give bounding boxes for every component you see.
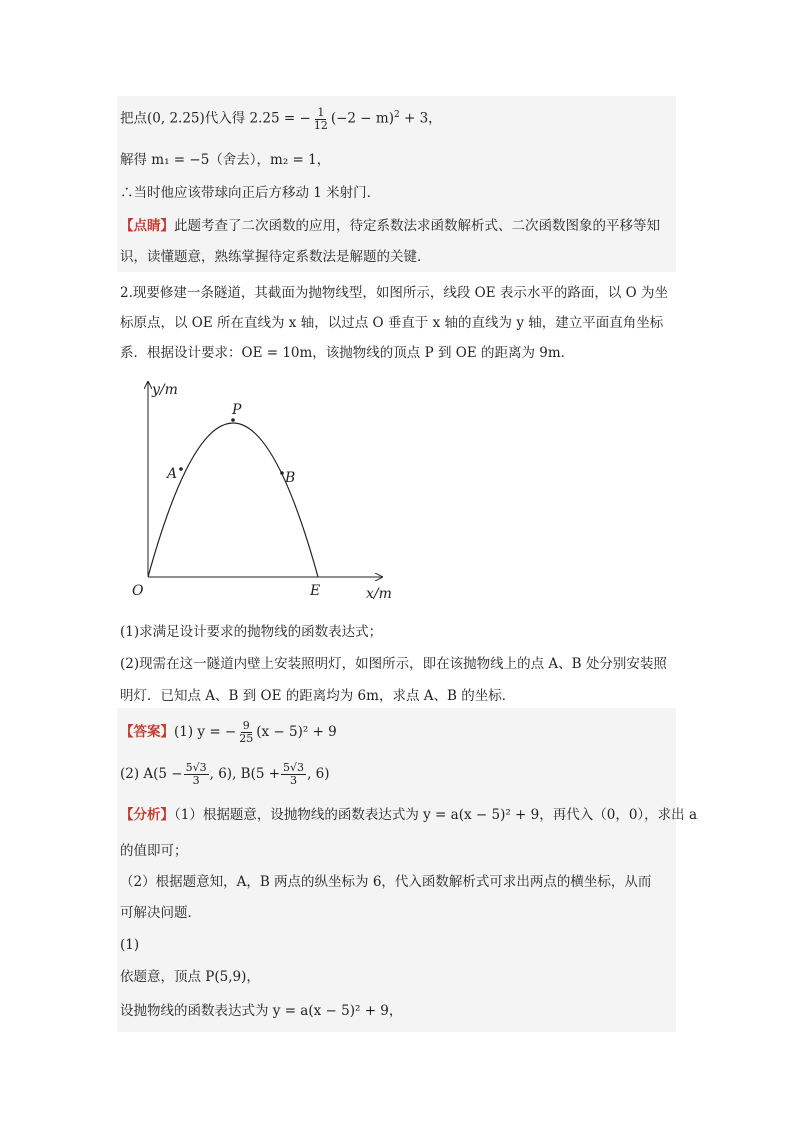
x-axis-label: x/m — [366, 586, 392, 602]
sub-question-1: (1)求满足设计要求的抛物线的函数表达式； — [120, 624, 383, 640]
sub-question-2-line-2: 明灯．已知点 A、B 到 OE 的距离均为 6m，求点 A、B 的坐标． — [120, 688, 516, 704]
analysis-line-3: （2）根据题意知，A，B 两点的纵坐标为 6，代入函数解析式可求出两点的横坐标，从而 — [120, 874, 652, 890]
fraction-5sqrt3-3-b: $\frac{5√3}{3}$ — [283, 761, 305, 787]
fraction-5sqrt3-3-a: $\frac{5√3}{3}$ — [185, 761, 207, 787]
comment-tag: 【点睛】 — [120, 218, 174, 234]
solution-line-solve: 解得 m₁ = −5（舍去），m₂ = 1， — [120, 152, 331, 168]
analysis-line-4: 可解决问题． — [120, 905, 201, 921]
point-b-label: B — [285, 470, 296, 486]
fraction-9-25: $\frac{9}{25}$ — [239, 719, 254, 745]
comment-line-2: 识，读懂题意，熟练掌握待定系数法是解题的关键． — [120, 249, 431, 265]
comment-line-1: 【点睛】此题考查了二次函数的应用，待定系数法求函数解析式、二次函数图象的平移等知 — [120, 218, 660, 234]
question-2-line-2: 标原点，以 OE 所在直线为 x 轴，以过点 O 垂直于 x 轴的直线为 y 轴，建立平面直角坐标 — [120, 315, 664, 331]
solution-part-1-label: (1) — [120, 937, 140, 953]
parabola-curve — [148, 423, 318, 577]
vertex-p-label: P — [232, 402, 242, 418]
solution-expression-line: 设抛物线的函数表达式为 y = a(x − 5)² + 9， — [120, 1003, 403, 1019]
fraction-1-12: $\frac{1}{12}$ — [313, 105, 328, 132]
point-p-dot — [231, 418, 235, 422]
solution-vertex-line: 依题意，顶点 P(5,9)， — [120, 969, 260, 985]
answer-line-1: 【答案】(1) y = − $\frac{9}{25}$ (x − 5)² + 9 — [120, 719, 337, 745]
analysis-line-1: 【分析】（1）根据题意，设抛物线的函数表达式为 y = a(x − 5)² + 9，再代入（0，0），求出 a — [120, 807, 697, 823]
origin-label: O — [132, 583, 144, 599]
sub-question-2-line-1: (2)现需在这一隧道内壁上安装照明灯，如图所示，即在该抛物线上的点 A、B 处分别安装照 — [120, 656, 667, 672]
point-e-label: E — [310, 583, 321, 599]
solution-line-substitute: 把点(0, 2.25)代入得 2.25 = − $\frac{1}{12}$ $(-2 - m)^2 + 3$， — [120, 105, 442, 132]
point-a-label: A — [167, 466, 178, 482]
point-b-dot — [280, 471, 284, 475]
analysis-tag: 【分析】 — [120, 807, 174, 823]
answer-line-2: (2) A(5 − $\frac{5√3}{3}$ , 6), B(5 + $\frac{5√3}{3}$ , 6) — [120, 761, 330, 787]
question-2-line-1: 2.现要修建一条隧道，其截面为抛物线型，如图所示，线段 OE 表示水平的路面，以 O 为坐 — [120, 285, 669, 301]
solution-line-conclusion: ∴当时他应该带球向正后方移动 1 米射门． — [120, 185, 381, 201]
parabola-figure — [120, 372, 410, 612]
answer-tag: 【答案】 — [120, 724, 174, 740]
point-a-dot — [179, 467, 183, 471]
question-2-line-3: 系．根据设计要求：OE = 10m，该抛物线的顶点 P 到 OE 的距离为 9m． — [120, 345, 575, 361]
analysis-line-2: 的值即可； — [120, 843, 188, 859]
y-axis-label: y/m — [152, 382, 178, 398]
